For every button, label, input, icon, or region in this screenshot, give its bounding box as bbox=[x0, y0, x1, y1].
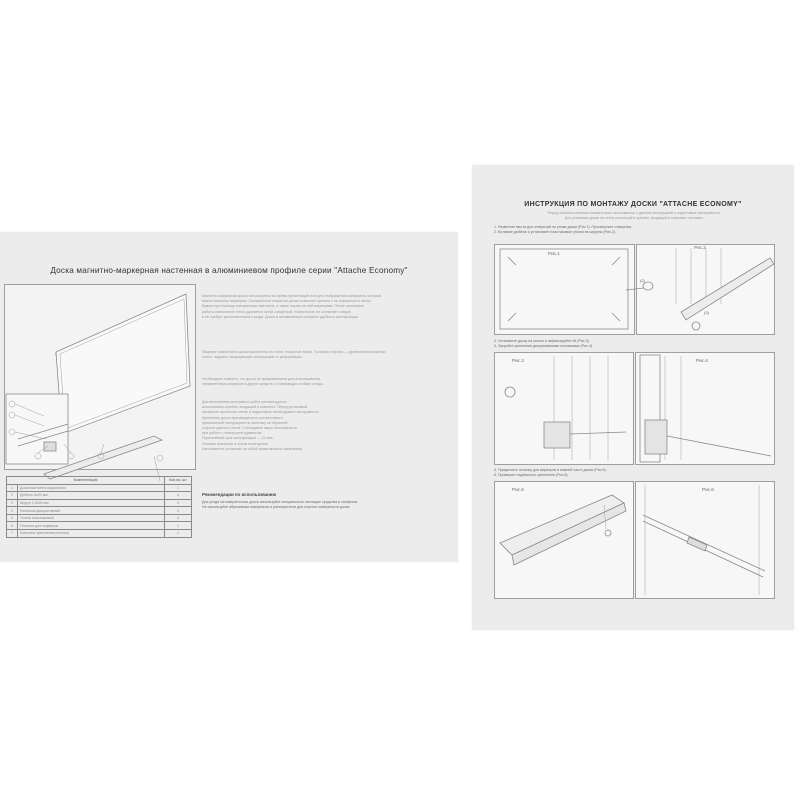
instructions-intro: Перед началом монтажа внимательно ознакомьтесь с данной инструкцией и подготовьте инструменты. Для установки доски на стену используйте крепёж, входящий в комплект поставки. bbox=[547, 211, 721, 221]
steps-3-4: 3. Установите доску на уголки и зафиксируйте её (Рис.3). 4. Закройте крепления декоративными колпачками (Рис.4). bbox=[494, 339, 594, 349]
figure-6 bbox=[635, 481, 775, 599]
table-row: 2 Дюбель 6х30 мм 4 bbox=[7, 492, 192, 500]
parts-header-name: Комплектация bbox=[7, 477, 165, 485]
table-row: 5 Уголок пластиковый 4 bbox=[7, 514, 192, 522]
product-info-sheet bbox=[0, 232, 458, 562]
figure-2-callout-3: (3) bbox=[704, 310, 709, 315]
table-row: 4 Колпачок декоративный 4 bbox=[7, 507, 192, 515]
figure-1-label: Рис.1 bbox=[548, 251, 560, 256]
care-heading: Рекомендации по использованию bbox=[202, 492, 277, 497]
figure-3-label: Рис.3 bbox=[512, 358, 524, 363]
table-row: 6 Полочка для маркеров 1 bbox=[7, 522, 192, 530]
care-text: Для ухода за поверхностью доски используйте специальные чистящие средства и салфетки. Не используйте абразивные материалы и растворители для очистки поверхности доски. bbox=[202, 500, 359, 510]
callout-markers bbox=[4, 284, 196, 470]
parts-table bbox=[6, 476, 192, 538]
parts-header-qty: Кол-во, шт bbox=[165, 477, 192, 485]
figure-2 bbox=[636, 244, 775, 335]
mounting-instructions-sheet bbox=[472, 165, 794, 630]
description-paragraph-1: Магнитно-маркерная доска используется во время презентаций или для отображения материала, который можно написать маркером. Специальное покрытие доски позволяет крепить к ее поверхности листы бумаги при помощи специальных магнитов, а также писать на ней маркерами. После окончания работы написанное легко удаляется сухой салфеткой, поверхность не оставляет следов и не требует дополнительного ухода. Доска в алюминиевом профиле удобна в эксплуатации. bbox=[202, 294, 382, 319]
description-paragraph-3: Необходимо помнить, что доска не предназначена для использования перманентных маркеров и других средств, оставляющих стойкие следы. bbox=[202, 377, 324, 387]
figure-2-label: Рис.2 bbox=[694, 245, 706, 250]
steps-1-2: 1. Разметьте места для отверстий по углам доски (Рис.1). Просверлите отверстия. 2. Вставьте дюбели и установите пластиковые уголки на шурупы (Рис.2). bbox=[494, 225, 633, 235]
figure-2-callout-2: (2) bbox=[640, 278, 645, 283]
figure-1 bbox=[494, 244, 635, 335]
table-row: 1 Доска магнитно-маркерная 1 bbox=[7, 484, 192, 492]
steps-5-6: 5. Прикрепите полочку для маркеров в нижней части доски (Рис.5). 6. Проверьте надёжность крепления (Рис.6). bbox=[494, 468, 607, 478]
description-paragraph-4: Для выполнения монтажных работ рекомендуется использовать крепёж, входящий в комплект. Перед установкой проверьте прочность стены и подготовьте необходимые инструменты. Крепление доски производится в соответствии с прилагаемой инструкцией по монтажу на обратной стороне данного листа. Соблюдайте меры безопасности при работе с электроинструментом. Гарантийный срок эксплуатации — 12 мес. Условия хранения: в сухом помещении. Изготовитель оставляет за собой право вносить изменения. bbox=[202, 400, 320, 451]
description-paragraph-2: Лицевая поверхность доски выполнена из стали, покрытой лаком. Тыльная сторона — древесноволокнистая плита, надежно защищающая конструкцию от деформации. bbox=[202, 350, 386, 360]
figure-3 bbox=[494, 352, 634, 465]
table-row: 3 Шуруп 3,5х35 мм 4 bbox=[7, 499, 192, 507]
figure-4-label: Рис.4 bbox=[696, 358, 708, 363]
figure-5-label: Рис.5 bbox=[512, 487, 524, 492]
figure-6-label: Рис.6 bbox=[702, 487, 714, 492]
instructions-title: ИНСТРУКЦИЯ ПО МОНТАЖУ ДОСКИ "ATTACHE ECONOMY" bbox=[524, 201, 742, 208]
product-title: Доска магнитно-маркерная настенная в алюминиевом профиле серии "Attache Economy" bbox=[50, 266, 408, 275]
figure-4 bbox=[635, 352, 775, 465]
figure-5 bbox=[494, 481, 634, 599]
table-row: 7 Комплект крепления полочки 1 bbox=[7, 530, 192, 538]
